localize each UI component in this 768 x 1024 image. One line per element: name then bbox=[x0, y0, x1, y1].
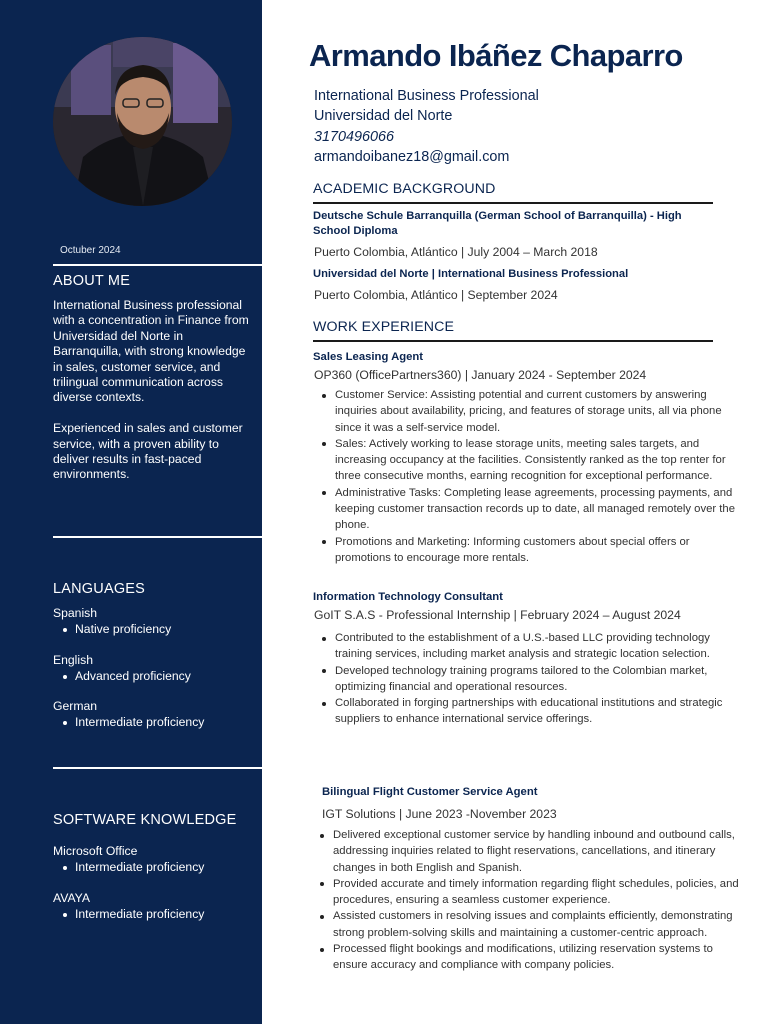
list-item: Assisted customers in resolving issues and complaints efficiently, demonstrating strong problem-solving skills and maintaining a customer-centric approach. bbox=[312, 908, 742, 941]
language-name: Spanish bbox=[53, 606, 98, 620]
software-name: AVAYA bbox=[53, 891, 91, 905]
section-divider bbox=[313, 340, 713, 342]
document-date: Octuber 2024 bbox=[60, 245, 121, 256]
languages-heading: LANGUAGES bbox=[53, 581, 146, 597]
contact-block bbox=[314, 86, 539, 167]
language-german bbox=[53, 699, 258, 730]
job-bullets bbox=[314, 630, 724, 728]
education-heading: ACADEMIC BACKGROUND bbox=[313, 181, 496, 197]
profile-photo bbox=[53, 37, 232, 206]
list-item: Provided accurate and timely information regarding flight schedules, policies, and procedures, ensuring a seamless customer experience. bbox=[312, 876, 742, 909]
language-level: Native proficiency bbox=[61, 622, 258, 638]
list-item: Customer Service: Assisting potential and current customers by answering inquiries about availability, pricing, and features of storage units, all via phone since it was a self-service model. bbox=[314, 387, 736, 436]
sidebar bbox=[0, 0, 262, 1024]
list-item: Sales: Actively working to lease storage units, meeting sales targets, and increasing occupancy at the facilities. Consistently ranked as the top renter for three consecutive months, earning recognition for exceptional performance. bbox=[314, 436, 736, 485]
list-item: Processed flight bookings and modifications, utilizing reservation systems to ensure accuracy and compliance with company policies. bbox=[312, 941, 742, 974]
language-level: Advanced proficiency bbox=[61, 669, 258, 685]
about-text bbox=[53, 298, 253, 483]
sidebar-divider bbox=[53, 264, 262, 266]
list-item: Contributed to the establishment of a U.S.-based LLC providing technology training services, including market analysis and strategic location selection. bbox=[314, 630, 724, 663]
job-bullets bbox=[312, 827, 742, 974]
job-company: GoIT S.A.S - Professional Internship | February 2024 – August 2024 bbox=[314, 608, 681, 622]
software-avaya bbox=[53, 891, 258, 922]
university: Universidad del Norte bbox=[314, 108, 453, 125]
job-title: Sales Leasing Agent bbox=[313, 351, 424, 363]
job-title: Information Technology Consultant bbox=[313, 591, 503, 603]
email-address: armandoibanez18@gmail.com bbox=[314, 148, 510, 165]
language-english bbox=[53, 653, 258, 684]
list-item: Collaborated in forging partnerships with educational institutions and strategic suppliers to enhance international service offerings. bbox=[314, 695, 724, 728]
software-heading: SOFTWARE KNOWLEDGE bbox=[53, 812, 237, 828]
about-paragraph-1: International Business professional with a concentration in Finance from Universidad del Norte in Barranquilla, with strong knowledge in sales, customer service, and trilingual communication across diverse contexts. bbox=[53, 298, 249, 405]
experience-heading: WORK EXPERIENCE bbox=[313, 319, 455, 335]
software-level: Intermediate proficiency bbox=[61, 907, 258, 923]
software-level: Intermediate proficiency bbox=[61, 860, 258, 876]
education-title: Universidad del Norte | International Business Professional bbox=[313, 268, 629, 280]
sidebar-divider bbox=[53, 767, 262, 769]
section-divider bbox=[313, 202, 713, 204]
language-spanish bbox=[53, 606, 258, 637]
education-title: Deutsche Schule Barranquilla (German School of Barranquilla) - High School Diploma bbox=[313, 210, 682, 238]
job-bullets bbox=[314, 387, 736, 566]
software-microsoft-office bbox=[53, 844, 258, 875]
software-name: Microsoft Office bbox=[53, 844, 138, 858]
language-name: German bbox=[53, 699, 98, 713]
education-detail: Puerto Colombia, Atlántico | July 2004 – March 2018 bbox=[314, 245, 598, 259]
job-title: Bilingual Flight Customer Service Agent bbox=[322, 786, 538, 798]
about-heading: ABOUT ME bbox=[53, 273, 131, 289]
job-company: OP360 (OfficePartners360) | January 2024 - September 2024 bbox=[314, 368, 647, 382]
language-name: English bbox=[53, 653, 93, 667]
about-paragraph-2: Experienced in sales and customer service, with a proven ability to deliver results in fast-paced environments. bbox=[53, 421, 243, 482]
list-item: Delivered exceptional customer service by handling inbound and outbound calls, addressing inquiries related to flight reservations, cancellations, and itinerary changes in both English and Spanish. bbox=[312, 827, 742, 876]
education-detail: Puerto Colombia, Atlántico | September 2024 bbox=[314, 288, 558, 302]
candidate-name: Armando Ibáñez Chaparro bbox=[309, 38, 683, 73]
sidebar-divider bbox=[53, 536, 262, 538]
job-company: IGT Solutions | June 2023 -November 2023 bbox=[322, 807, 557, 821]
profession: International Business Professional bbox=[314, 88, 539, 104]
phone-number: 3170496066 bbox=[314, 128, 395, 145]
list-item: Administrative Tasks: Completing lease agreements, processing payments, and keeping customer transaction records up to date, all managed remotely over the phone. bbox=[314, 485, 736, 534]
list-item: Promotions and Marketing: Informing customers about special offers or promotions to encourage more rentals. bbox=[314, 534, 736, 567]
language-level: Intermediate proficiency bbox=[61, 715, 258, 731]
list-item: Developed technology training programs tailored to the Colombian market, optimizing financial and operational resources. bbox=[314, 663, 724, 696]
